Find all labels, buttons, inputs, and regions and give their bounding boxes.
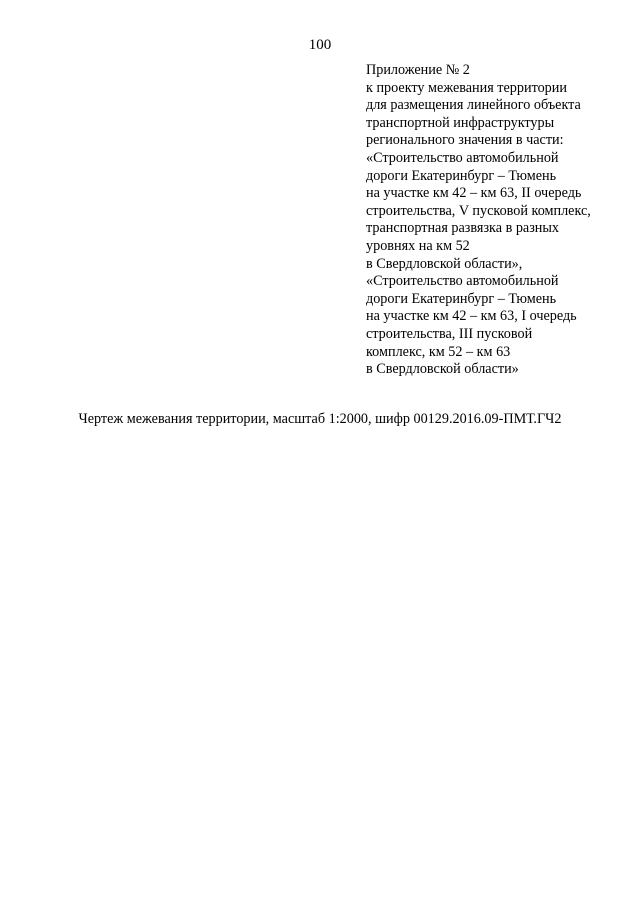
appendix-line: дороги Екатеринбург – Тюмень [366, 167, 557, 184]
appendix-line: транспортной инфраструктуры [366, 114, 555, 131]
appendix-line: к проекту межевания территории [366, 79, 567, 96]
appendix-header [366, 62, 634, 379]
appendix-line: «Строительство автомобильной [366, 273, 559, 290]
appendix-line: для размещения линейного объекта [366, 97, 581, 114]
appendix-line: уровнях на км 52 [366, 237, 470, 254]
appendix-line: «Строительство автомобильной [366, 149, 559, 166]
appendix-line: комплекс, км 52 – км 63 [366, 343, 511, 360]
appendix-line: строительства, V пусковой комплекс, [366, 202, 591, 219]
appendix-line: дороги Екатеринбург – Тюмень [366, 290, 557, 307]
page-number: 100 [308, 37, 332, 53]
appendix-line: Приложение № 2 [366, 62, 470, 78]
appendix-line: строительства, III пусковой [366, 325, 533, 342]
appendix-line: на участке км 42 – км 63, I очередь [366, 308, 577, 325]
appendix-line: регионального значения в части: [366, 132, 564, 149]
drawing-caption: Чертеж межевания территории, масштаб 1:2000, шифр 00129.2016.09-ПМТ.ГЧ2 [78, 411, 562, 427]
appendix-line: в Свердловской области», [366, 255, 523, 272]
appendix-line: транспортная развязка в разных [366, 220, 560, 237]
appendix-line: на участке км 42 – км 63, II очередь [366, 185, 582, 202]
appendix-line: в Свердловской области» [366, 361, 519, 378]
